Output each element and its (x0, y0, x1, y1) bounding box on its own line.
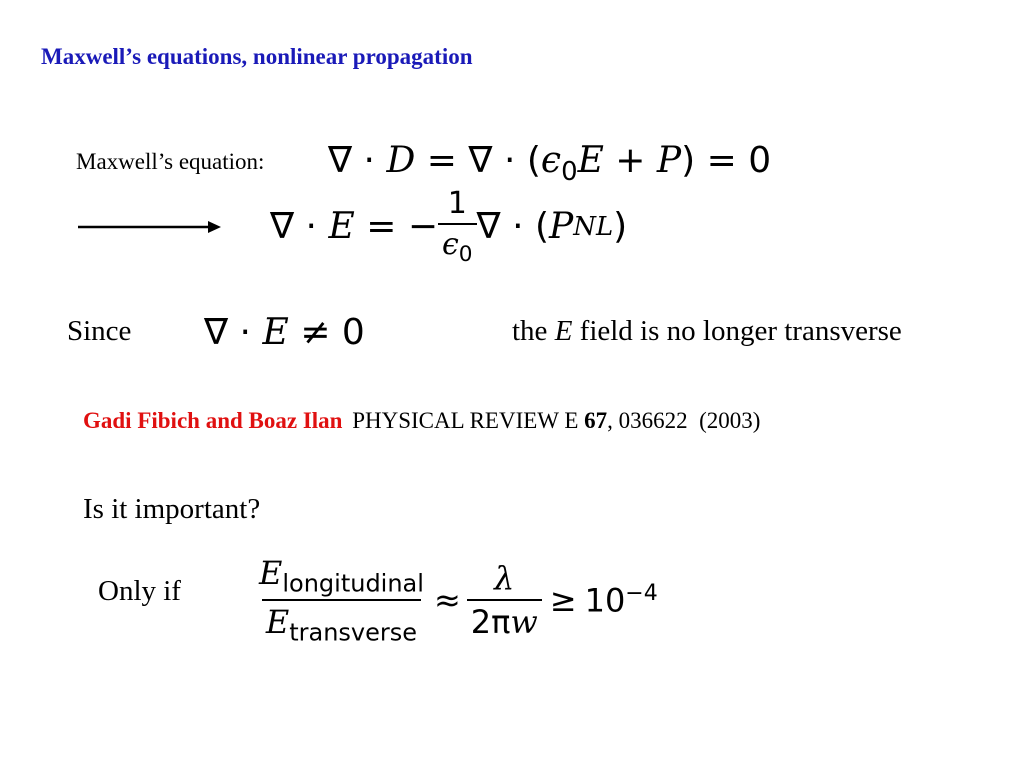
open-paren: ( (535, 206, 550, 247)
dot-operator: · (512, 206, 524, 247)
close-paren: ) (613, 206, 628, 247)
equals-sign: = (366, 206, 397, 247)
importance-question: Is it important? (83, 493, 261, 525)
p-symbol: P (656, 140, 682, 181)
since-label: Since (67, 315, 132, 347)
reference-line (83, 408, 760, 434)
nabla-symbol: ∇ (328, 140, 353, 181)
dot-operator: · (239, 312, 251, 353)
transverse-statement (512, 315, 902, 348)
close-paren: ) (681, 140, 696, 181)
inverse-epsilon-fraction (438, 186, 477, 267)
nabla-symbol: ∇ (270, 206, 295, 247)
wavelength-denominator: 2πw (467, 599, 542, 641)
open-paren: ( (526, 140, 541, 181)
ratio-denominator: $E_{transverse}$ (262, 599, 421, 646)
reference-authors: Gadi Fibich and Boaz Ilan (83, 408, 343, 433)
ratio-condition-equation (255, 554, 658, 647)
nl-subscript: NL (573, 211, 614, 242)
implies-arrow-icon (78, 218, 223, 236)
geq-sign: ≥ (549, 581, 577, 620)
statement-e-symbol: E (554, 315, 573, 347)
wavelength-fraction (467, 559, 542, 641)
statement-rest: field is no longer transverse (579, 315, 902, 347)
statement-the: the (512, 315, 548, 347)
fraction-denominator: $\epsilon_0$ (438, 223, 477, 267)
nabla-symbol: ∇ (468, 140, 493, 181)
zero-value: 0 (341, 312, 365, 353)
p-symbol: P (549, 206, 574, 247)
e-symbol: E (262, 312, 289, 353)
only-if-label: Only if (98, 575, 181, 607)
dot-operator: · (305, 206, 317, 247)
ratio-numerator: $E_{longitudinal}$ (259, 554, 424, 598)
not-equal-sign: ≠ (300, 312, 331, 353)
nabla-symbol: ∇ (476, 206, 501, 247)
divergence-e-equation (270, 186, 627, 267)
minus-sign: − (407, 206, 438, 247)
e-symbol: E (577, 140, 604, 181)
nabla-symbol: ∇ (204, 312, 229, 353)
maxwell-equation-label: Maxwell’s equation: (76, 149, 265, 174)
d-symbol: D (386, 140, 416, 181)
reference-journal: PHYSICAL REVIEW E (352, 408, 579, 433)
nonzero-divergence-equation (204, 311, 365, 355)
e-symbol: E (328, 206, 355, 247)
equals-sign: = (426, 140, 457, 181)
page-title: Maxwell’s equations, nonlinear propagation (41, 44, 473, 69)
field-ratio-fraction (255, 554, 428, 647)
dot-operator: · (503, 140, 516, 181)
epsilon-symbol: ϵ (540, 140, 562, 181)
threshold-value: $10^{-4}$ (584, 581, 658, 620)
reference-volume: 67 (584, 408, 608, 433)
fraction-numerator: 1 (447, 186, 467, 221)
approx-sign: ≈ (433, 581, 461, 620)
reference-article: , 036622 (2003) (607, 408, 761, 433)
plus-sign: + (615, 140, 646, 181)
equals-sign: = (706, 140, 737, 181)
wavelength-numerator: λ (494, 559, 515, 598)
zero-value: 0 (748, 140, 772, 181)
dot-operator: · (363, 140, 375, 181)
epsilon-subscript: 0 (561, 157, 578, 188)
